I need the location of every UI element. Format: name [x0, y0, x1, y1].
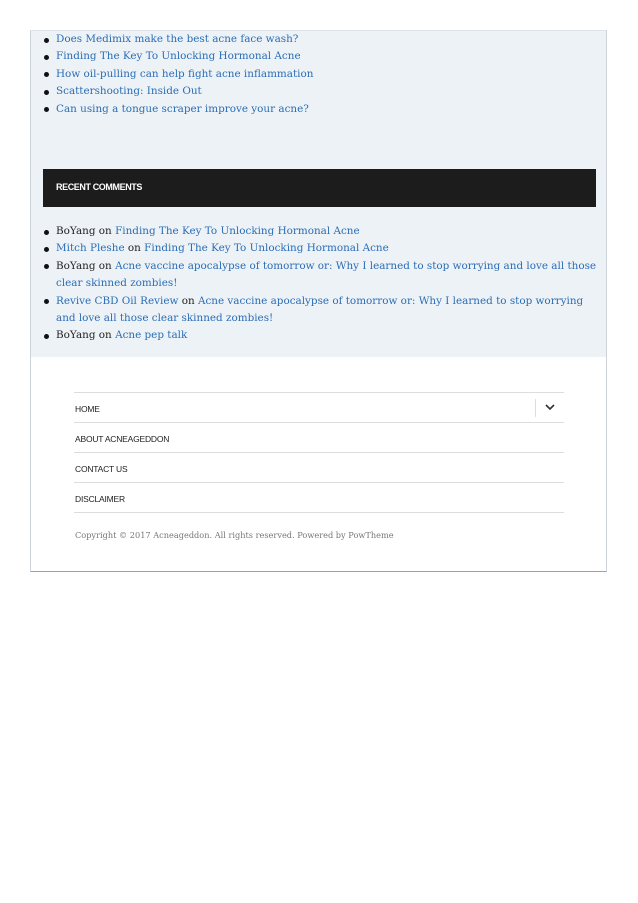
recent-post-link[interactable]: Can using a tongue scraper improve your acne? [56, 102, 309, 115]
comment-author-link[interactable]: Revive CBD Oil Review [56, 294, 179, 307]
nav-label[interactable]: HOME [75, 404, 100, 414]
comment-connector: on [98, 259, 112, 272]
comment-item [43, 293, 598, 328]
comment-item [43, 258, 598, 293]
comment-post-link[interactable]: Acne vaccine apocalypse of tomorrow or: Why I learned to stop worrying and love all those clear skinned zombies! [56, 259, 597, 290]
list-item [43, 66, 598, 83]
comment-connector: on [98, 329, 112, 342]
comment-author: BoYang [56, 225, 96, 237]
recent-posts-list [43, 31, 598, 118]
nav-item-disclaimer[interactable] [74, 483, 564, 513]
list-item [43, 48, 598, 65]
recent-post-link[interactable]: Does Medimix make the best acne face wash? [56, 33, 299, 45]
nav-item-contact[interactable] [74, 453, 564, 483]
chevron-down-icon [545, 404, 555, 411]
copyright-text: Copyright © 2017 Acneageddon. All rights reserved. Powered by PowTheme [75, 530, 394, 540]
recent-post-link[interactable]: Scattershooting: Inside Out [56, 85, 202, 98]
comment-item [43, 223, 598, 240]
comment-connector: on [181, 294, 195, 307]
list-item [43, 101, 598, 118]
nav-label[interactable]: DISCLAIMER [75, 494, 125, 504]
recent-post-link[interactable]: Finding The Key To Unlocking Hormonal Acne [56, 50, 301, 63]
recent-comments-list [43, 223, 598, 345]
recent-post-link[interactable]: How oil-pulling can help fight acne inflammation [56, 67, 314, 80]
comment-connector: on [98, 225, 112, 237]
comment-item [43, 327, 598, 344]
sidebar-widgets [30, 30, 607, 357]
submenu-toggle-button[interactable] [535, 399, 564, 417]
nav-item-about[interactable] [74, 423, 564, 453]
comment-post-link[interactable]: Finding The Key To Unlocking Hormonal Acne [115, 225, 360, 237]
comment-author: BoYang [56, 259, 96, 272]
comment-author: BoYang [56, 329, 96, 342]
nav-label[interactable]: ABOUT ACNEAGEDDON [75, 434, 170, 444]
nav-item-home[interactable] [74, 393, 564, 423]
comment-item [43, 240, 598, 257]
comment-post-link[interactable]: Acne pep talk [115, 329, 188, 342]
list-item [43, 83, 598, 100]
recent-comments-header [43, 169, 596, 207]
widget-title: RECENT COMMENTS [56, 182, 142, 192]
comment-connector: on [127, 242, 141, 255]
comment-post-link[interactable]: Acne vaccine apocalypse of tomorrow or: Why I learned to stop worrying and love all those clear skinned zombies! [56, 294, 584, 325]
nav-label[interactable]: CONTACT US [75, 464, 128, 474]
comment-post-link[interactable]: Finding The Key To Unlocking Hormonal Acne [144, 242, 389, 255]
footer-nav [74, 392, 564, 513]
list-item [43, 31, 598, 48]
comment-author-link[interactable]: Mitch Pleshe [56, 242, 125, 255]
site-footer [30, 357, 607, 572]
